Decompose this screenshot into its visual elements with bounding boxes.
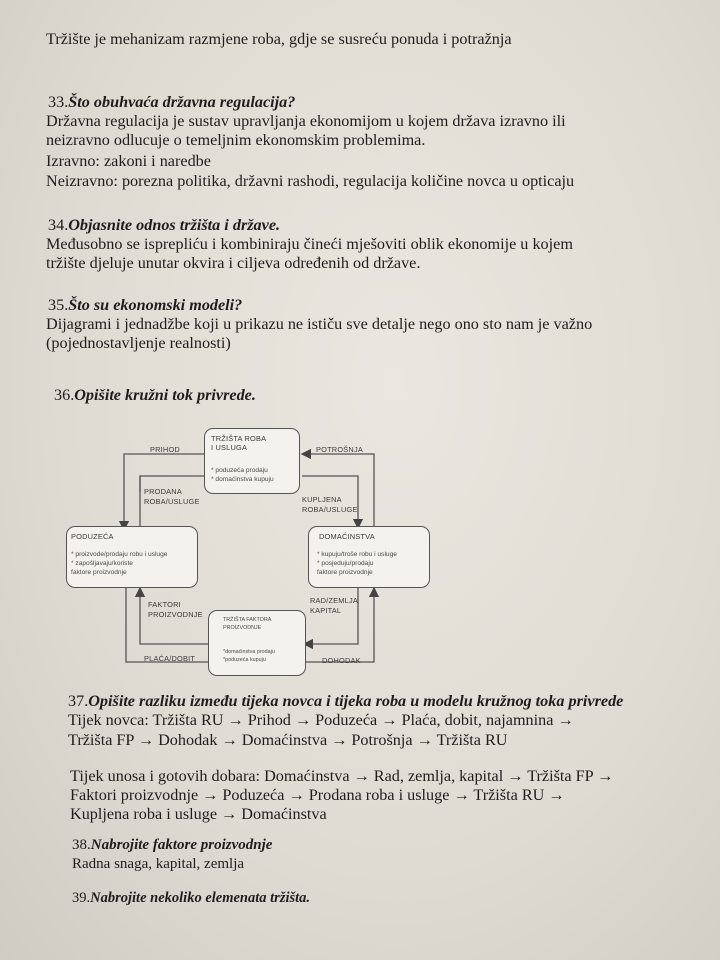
flow-label-prodana: PRODANA [144,487,182,496]
answer-line: Dijagrami i jednadžbe koji u prikazu ne ističu sve detalje nego ono sto nam je važno [46,315,593,333]
answer-line: Izravno: zakoni i naredbe [46,152,211,170]
answer-line: Neizravno: porezna politika, državni rashodi, regulacija količine novca u opticaju [46,172,575,190]
question-38 [72,836,272,856]
answer-line: Tijek unosa i gotovih dobara: Domaćinstva → Rad, zemlja, kapital → Tržišta FP → [70,767,614,785]
answer-line: Tržišta FP → Dohodak → Domaćinstva → Potrošnja → Tržišta RU [68,731,508,749]
box-item: * domaćinstva kupuju [211,476,274,483]
question-text: Što su ekonomski modeli? [68,296,243,314]
flow-label-dohodak: DOHODAK [322,656,361,665]
question-text: Nabrojite nekoliko elemenata tržišta. [90,890,311,906]
question-text: Opišite razliku između tijeka novca i tijeka roba u modelu kružnog toka privrede [88,692,624,710]
box-item: * posjeduju/prodaju [317,560,374,567]
box-title: TRŽIŠTA FAKTORA [223,617,272,623]
answer-line: Faktori proizvodnje → Poduzeća → Prodana roba i usluge → Tržišta RU → [70,786,565,804]
box-item: * proizvode/prodaju robu i usluge [71,551,168,558]
intro-line: Tržište je mehanizam razmjene roba, gdje se susreću ponuda i potražnja [46,30,512,48]
flow-label-prihod: PRIHOD [150,445,180,454]
answer-line: neizravno odlucuje o temeljnim ekonomskim problemima. [46,131,426,149]
question-number: 38. [72,837,91,853]
factor-market-box [208,610,306,676]
flow-label-kupljena: ROBA/USLUGE [302,505,358,514]
question-39 [72,889,310,909]
box-title: I USLUGA [211,443,248,452]
flow-label-faktori: PROIZVODNJE [148,610,203,619]
answer-line: Radna snaga, kapital, zemlja [72,856,245,872]
box-item: *poduzeća kupuju [223,657,266,663]
flow-label-kupljena: KUPLJENA [302,495,342,504]
question-number: 36. [54,386,75,404]
question-34 [48,216,280,236]
answer-line: tržište djeluje unutar okvira i ciljeva određenih od države. [46,254,421,272]
box-item: * kupuju/troše robu i usluge [317,551,397,558]
firms-box [66,526,198,588]
box-title: PODUZEĆA [71,532,114,541]
box-title: PROIZVODNJE [223,625,262,631]
flow-label-rad: RAD/ZEMLJA [310,596,358,605]
question-text: Nabrojite faktore proizvodnje [90,837,273,853]
answer-line: (pojednostavljenje realnosti) [46,334,231,352]
box-title: TRŽIŠTA ROBA [211,434,267,443]
question-number: 39. [72,890,91,906]
box-item: faktore proizvodnje [71,569,127,576]
question-text: Što obuhvaća državna regulacija? [68,93,296,111]
box-item: * poduzeća prodaju [211,467,268,474]
flow-label-rad: KAPITAL [310,606,342,615]
question-36 [54,386,256,406]
flow-label-faktori: FAKTORI [148,600,181,609]
households-box [308,526,430,588]
question-37 [68,692,623,712]
box-title: DOMAĆINSTVA [319,532,375,541]
box-item: faktore proizvodnje [317,569,373,576]
answer-line: Kupljena roba i usluge → Domaćinstva [70,805,327,823]
circular-flow-diagram [60,420,440,680]
question-number: 34. [48,216,69,234]
box-item: *domaćinstva prodaju [223,649,275,655]
goods-market-box [204,428,300,494]
question-number: 33. [48,93,69,111]
flow-label-potrosnja: POTROŠNJA [316,445,363,454]
question-35 [48,296,242,316]
answer-line: Državna regulacija je sustav upravljanja ekonomijom u kojem država izravno ili [46,112,566,130]
answer-line: Međusobno se isprepliću i kombiniraju čineći mješoviti oblik ekonomije u kojem [46,235,573,253]
flow-label-placa: PLAĆA/DOBIT [144,654,196,663]
flow-label-prodana: ROBA/USLUGE [144,497,200,506]
question-number: 37. [68,692,89,710]
box-item: * zapošljavaju/koriste [71,560,133,567]
question-number: 35. [48,296,69,314]
question-text: Objasnite odnos tržišta i države. [68,216,281,234]
question-text: Opišite kružni tok privrede. [74,386,256,404]
question-33 [48,93,295,113]
answer-line: Tijek novca: Tržišta RU → Prihod → Poduzeća → Plaća, dobit, najamnina → [68,711,574,729]
